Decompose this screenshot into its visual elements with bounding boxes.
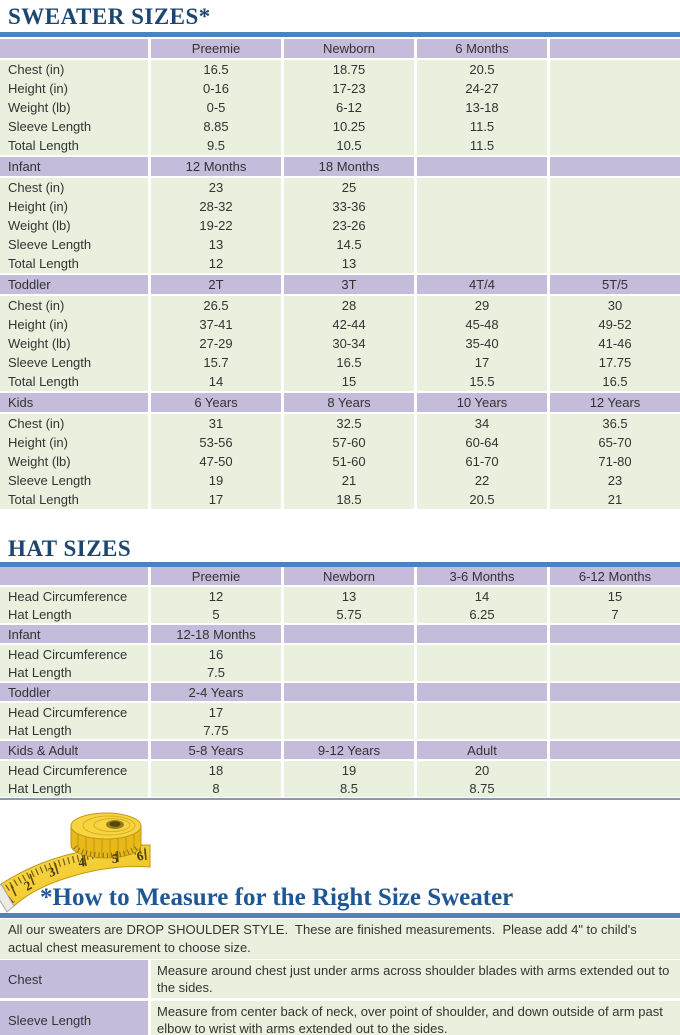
value-cell: 21 <box>284 471 414 490</box>
hat-sizes-title: HAT SIZES <box>8 536 132 561</box>
row-label-cell: Sleeve Length <box>0 353 148 372</box>
row-label-cell: Total Length <box>0 372 148 391</box>
value-cell <box>417 197 547 216</box>
measurement-row <box>0 372 680 391</box>
value-cell: 19 <box>284 761 414 779</box>
tape-number: 4 <box>77 854 86 870</box>
value-cell <box>550 216 680 235</box>
value-cell: 0-5 <box>151 98 281 117</box>
value-cell: 13 <box>284 254 414 273</box>
row-label-cell: Weight (lb) <box>0 98 148 117</box>
measurement-row <box>0 779 680 797</box>
size-header-cell: Newborn <box>284 567 414 585</box>
value-cell: 16.5 <box>550 372 680 391</box>
measurement-row <box>0 136 680 155</box>
size-header-cell <box>417 683 547 701</box>
measurement-row <box>0 721 680 739</box>
row-label-cell: Chest (in) <box>0 60 148 79</box>
value-cell: 21 <box>550 490 680 509</box>
value-cell: 28 <box>284 296 414 315</box>
measurement-row <box>0 433 680 452</box>
value-cell: 10.5 <box>284 136 414 155</box>
measure-row-description: Measure from center back of neck, over point of shoulder, and down outside of arm past elbow to wrist with arms extended out to the sides. <box>151 1001 680 1035</box>
value-cell: 6.25 <box>417 605 547 623</box>
value-cell: 17.75 <box>550 353 680 372</box>
value-cell: 23 <box>151 178 281 197</box>
row-label-cell: Height (in) <box>0 79 148 98</box>
value-cell: 14 <box>417 587 547 605</box>
size-header-cell: 2-4 Years <box>151 683 281 701</box>
value-cell: 15 <box>550 587 680 605</box>
value-cell: 42-44 <box>284 315 414 334</box>
size-header-cell <box>550 39 680 58</box>
measuring-intro-text: All our sweaters are DROP SHOULDER STYLE. These are finished measurements. Please add 4" to child's actual chest measurement to choose size. <box>0 919 680 959</box>
tape-coil <box>71 813 141 858</box>
tape-number: 2 <box>21 877 35 894</box>
size-header-cell: 6-12 Months <box>550 567 680 585</box>
value-cell: 29 <box>417 296 547 315</box>
value-cell: 12 <box>151 254 281 273</box>
value-cell: 18.75 <box>284 60 414 79</box>
row-label-cell: Total Length <box>0 490 148 509</box>
value-cell: 20 <box>417 761 547 779</box>
size-header-cell: 10 Years <box>417 393 547 412</box>
value-cell: 8 <box>151 779 281 797</box>
size-header-cell: 9-12 Years <box>284 741 414 759</box>
measurement-row <box>0 645 680 663</box>
measurement-row <box>0 605 680 623</box>
measurement-row <box>0 254 680 273</box>
value-cell <box>417 645 547 663</box>
size-header-cell: 4T/4 <box>417 275 547 294</box>
value-cell: 30-34 <box>284 334 414 353</box>
measurement-row <box>0 235 680 254</box>
value-cell <box>417 663 547 681</box>
measurement-row <box>0 315 680 334</box>
measurement-row <box>0 761 680 779</box>
value-cell <box>550 254 680 273</box>
size-header-cell: 12-18 Months <box>151 625 281 643</box>
section-header-row <box>0 39 680 58</box>
size-header-cell <box>284 625 414 643</box>
value-cell: 47-50 <box>151 452 281 471</box>
value-cell: 49-52 <box>550 315 680 334</box>
value-cell: 7.75 <box>151 721 281 739</box>
row-label-cell: Weight (lb) <box>0 216 148 235</box>
measure-row-label: Chest <box>0 960 148 998</box>
value-cell <box>284 703 414 721</box>
row-label-cell: Chest (in) <box>0 414 148 433</box>
row-label-cell: Hat Length <box>0 779 148 797</box>
value-cell: 13-18 <box>417 98 547 117</box>
value-cell: 16 <box>151 645 281 663</box>
size-header-cell <box>550 683 680 701</box>
value-cell: 17-23 <box>284 79 414 98</box>
measure-row-label: Sleeve Length <box>0 1001 148 1035</box>
size-header-cell: 8 Years <box>284 393 414 412</box>
value-cell: 18.5 <box>284 490 414 509</box>
size-header-cell <box>284 683 414 701</box>
value-cell <box>550 235 680 254</box>
value-cell: 7 <box>550 605 680 623</box>
tape-number: 6 <box>134 847 146 864</box>
value-cell: 6-12 <box>284 98 414 117</box>
measurement-row <box>0 703 680 721</box>
measurement-row <box>0 216 680 235</box>
value-cell <box>550 721 680 739</box>
size-header-cell: Preemie <box>151 39 281 58</box>
value-cell: 27-29 <box>151 334 281 353</box>
value-cell <box>550 178 680 197</box>
row-label-cell: Chest (in) <box>0 296 148 315</box>
value-cell <box>550 117 680 136</box>
value-cell <box>284 645 414 663</box>
section-header-row <box>0 741 680 759</box>
value-cell: 16.5 <box>151 60 281 79</box>
value-cell <box>417 721 547 739</box>
size-header-cell: 5-8 Years <box>151 741 281 759</box>
value-cell: 23 <box>550 471 680 490</box>
row-label-cell: Head Circumference <box>0 761 148 779</box>
measurement-row <box>0 353 680 372</box>
size-header-cell: 12 Years <box>550 393 680 412</box>
hat-sizes-table <box>0 565 680 797</box>
row-label-cell: Head Circumference <box>0 645 148 663</box>
value-cell: 20.5 <box>417 490 547 509</box>
value-cell: 13 <box>284 587 414 605</box>
section-label-cell <box>0 567 148 585</box>
measurement-row <box>0 471 680 490</box>
value-cell: 28-32 <box>151 197 281 216</box>
size-header-cell: Adult <box>417 741 547 759</box>
section-header-row <box>0 567 680 585</box>
value-cell: 33-36 <box>284 197 414 216</box>
section-header-row <box>0 625 680 643</box>
row-label-cell: Hat Length <box>0 721 148 739</box>
measurement-row <box>0 334 680 353</box>
measure-row-sleeve-length <box>0 1001 680 1035</box>
size-header-cell: 5T/5 <box>550 275 680 294</box>
value-cell: 34 <box>417 414 547 433</box>
section-label-cell: Toddler <box>0 275 148 294</box>
size-header-cell <box>417 157 547 176</box>
size-header-cell <box>550 157 680 176</box>
value-cell: 41-46 <box>550 334 680 353</box>
value-cell: 12 <box>151 587 281 605</box>
value-cell <box>550 98 680 117</box>
value-cell <box>550 197 680 216</box>
value-cell <box>417 703 547 721</box>
value-cell <box>284 721 414 739</box>
size-header-cell <box>550 741 680 759</box>
value-cell: 17 <box>417 353 547 372</box>
value-cell: 53-56 <box>151 433 281 452</box>
size-header-cell <box>417 625 547 643</box>
section-header-row <box>0 393 680 412</box>
value-cell: 37-41 <box>151 315 281 334</box>
measurement-row <box>0 296 680 315</box>
value-cell <box>550 779 680 797</box>
value-cell: 18 <box>151 761 281 779</box>
value-cell: 11.5 <box>417 136 547 155</box>
value-cell: 20.5 <box>417 60 547 79</box>
value-cell <box>550 136 680 155</box>
size-header-cell: Newborn <box>284 39 414 58</box>
value-cell: 5 <box>151 605 281 623</box>
row-label-cell: Weight (lb) <box>0 334 148 353</box>
value-cell: 31 <box>151 414 281 433</box>
value-cell: 17 <box>151 703 281 721</box>
value-cell <box>417 216 547 235</box>
size-header-cell: 3-6 Months <box>417 567 547 585</box>
measure-row-chest <box>0 960 680 998</box>
how-to-measure-heading: *How to Measure for the Right Size Sweater <box>40 884 514 911</box>
value-cell: 24-27 <box>417 79 547 98</box>
value-cell: 15 <box>284 372 414 391</box>
value-cell: 14.5 <box>284 235 414 254</box>
measurement-row <box>0 452 680 471</box>
value-cell: 22 <box>417 471 547 490</box>
measurement-row <box>0 414 680 433</box>
value-cell: 7.5 <box>151 663 281 681</box>
measure-row-description: Measure around chest just under arms across shoulder blades with arms extended out to the sides. <box>151 960 680 998</box>
tape-number: 3 <box>46 863 58 880</box>
size-header-cell: 6 Months <box>417 39 547 58</box>
row-label-cell: Hat Length <box>0 605 148 623</box>
value-cell <box>550 663 680 681</box>
value-cell: 15.5 <box>417 372 547 391</box>
size-header-cell: 12 Months <box>151 157 281 176</box>
value-cell <box>550 645 680 663</box>
size-header-cell: 3T <box>284 275 414 294</box>
measurement-row <box>0 197 680 216</box>
section-header-row <box>0 683 680 701</box>
value-cell: 60-64 <box>417 433 547 452</box>
section-label-cell: Kids & Adult <box>0 741 148 759</box>
value-cell <box>417 254 547 273</box>
size-header-cell: 2T <box>151 275 281 294</box>
value-cell: 5.75 <box>284 605 414 623</box>
value-cell: 25 <box>284 178 414 197</box>
row-label-cell: Head Circumference <box>0 703 148 721</box>
value-cell <box>417 235 547 254</box>
value-cell: 19-22 <box>151 216 281 235</box>
row-label-cell: Hat Length <box>0 663 148 681</box>
section-header-row <box>0 157 680 176</box>
value-cell: 0-16 <box>151 79 281 98</box>
value-cell: 57-60 <box>284 433 414 452</box>
value-cell: 19 <box>151 471 281 490</box>
heading-rule <box>0 913 680 918</box>
value-cell: 35-40 <box>417 334 547 353</box>
value-cell: 32.5 <box>284 414 414 433</box>
measurement-row <box>0 117 680 136</box>
row-label-cell: Chest (in) <box>0 178 148 197</box>
size-header-cell: 6 Years <box>151 393 281 412</box>
value-cell <box>550 60 680 79</box>
value-cell <box>284 663 414 681</box>
measurement-row <box>0 98 680 117</box>
measurement-row <box>0 587 680 605</box>
section-label-cell <box>0 39 148 58</box>
value-cell: 71-80 <box>550 452 680 471</box>
row-label-cell: Sleeve Length <box>0 117 148 136</box>
row-label-cell: Head Circumference <box>0 587 148 605</box>
measurement-row <box>0 490 680 509</box>
size-header-cell: 18 Months <box>284 157 414 176</box>
measurement-row <box>0 663 680 681</box>
value-cell: 13 <box>151 235 281 254</box>
row-label-cell: Sleeve Length <box>0 471 148 490</box>
value-cell: 65-70 <box>550 433 680 452</box>
row-label-cell: Sleeve Length <box>0 235 148 254</box>
measurement-row <box>0 79 680 98</box>
sweater-sizes-table <box>0 37 680 509</box>
section-header-row <box>0 275 680 294</box>
value-cell: 8.85 <box>151 117 281 136</box>
row-label-cell: Total Length <box>0 136 148 155</box>
size-header-cell: Preemie <box>151 567 281 585</box>
row-label-cell: Height (in) <box>0 197 148 216</box>
sweater-sizes-title: SWEATER SIZES* <box>8 4 211 29</box>
value-cell: 15.7 <box>151 353 281 372</box>
value-cell: 8.75 <box>417 779 547 797</box>
value-cell: 26.5 <box>151 296 281 315</box>
measurement-row <box>0 178 680 197</box>
row-label-cell: Total Length <box>0 254 148 273</box>
row-label-cell: Height (in) <box>0 315 148 334</box>
value-cell: 51-60 <box>284 452 414 471</box>
value-cell: 45-48 <box>417 315 547 334</box>
value-cell: 11.5 <box>417 117 547 136</box>
value-cell: 8.5 <box>284 779 414 797</box>
value-cell: 30 <box>550 296 680 315</box>
value-cell: 23-26 <box>284 216 414 235</box>
value-cell: 9.5 <box>151 136 281 155</box>
row-label-cell: Height (in) <box>0 433 148 452</box>
value-cell: 17 <box>151 490 281 509</box>
value-cell <box>417 178 547 197</box>
tape-number: 5 <box>111 850 119 866</box>
value-cell: 36.5 <box>550 414 680 433</box>
value-cell: 16.5 <box>284 353 414 372</box>
measurement-row <box>0 60 680 79</box>
size-header-cell <box>550 625 680 643</box>
value-cell <box>550 79 680 98</box>
section-label-cell: Infant <box>0 157 148 176</box>
value-cell: 14 <box>151 372 281 391</box>
section-label-cell: Kids <box>0 393 148 412</box>
value-cell <box>550 703 680 721</box>
table-bottom-divider <box>0 798 680 800</box>
value-cell: 10.25 <box>284 117 414 136</box>
value-cell <box>550 761 680 779</box>
section-label-cell: Infant <box>0 625 148 643</box>
row-label-cell: Weight (lb) <box>0 452 148 471</box>
section-label-cell: Toddler <box>0 683 148 701</box>
value-cell: 61-70 <box>417 452 547 471</box>
